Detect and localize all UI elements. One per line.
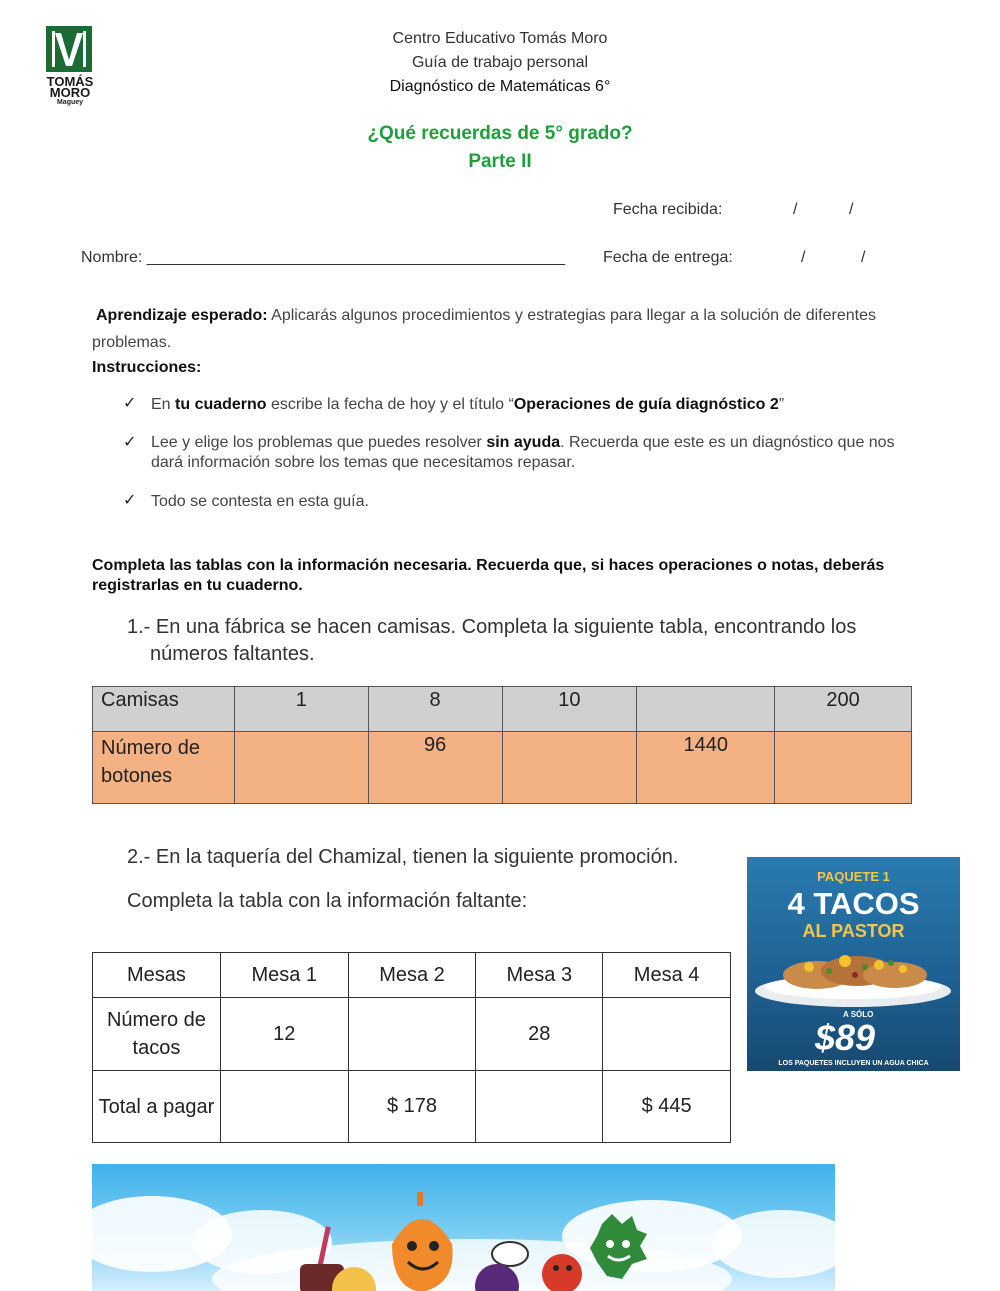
item1-part-e: ”	[778, 396, 785, 413]
mesas-label: Mesas	[93, 953, 221, 998]
tacos-cell: 12	[220, 998, 348, 1071]
total-label: Total a pagar	[93, 1071, 221, 1143]
instruction-item-2	[151, 433, 901, 473]
promo-only: A SÓLO	[843, 1010, 874, 1019]
total-row	[93, 1071, 731, 1143]
check-icon: ✓	[123, 395, 137, 412]
promo-package: PAQUETE 1	[817, 869, 890, 884]
instruction-item-3: Todo se contesta en esta guía.	[151, 493, 369, 510]
tacos-plate-icon	[747, 945, 960, 1011]
item2-part-c: . Recuerda que este es un diagnóstico que nos dará información sobre los temas que necesitamos repasar.	[151, 434, 895, 471]
instrucciones-label: Instrucciones:	[92, 359, 202, 376]
botones-cell-blank[interactable]	[502, 732, 637, 804]
total-cell-blank[interactable]	[220, 1071, 348, 1143]
nombre-input-line[interactable]: _______________________________________________	[146, 249, 566, 266]
cartoon-banner-image	[92, 1164, 835, 1291]
tacos-table	[92, 952, 731, 1143]
check-icon: ✓	[123, 492, 137, 509]
nombre-label: Nombre:	[81, 249, 147, 266]
fecha-recibida-slash-1: /	[793, 201, 798, 218]
page-subtitle: Parte II	[468, 151, 532, 172]
total-cell: $ 178	[348, 1071, 476, 1143]
fecha-entrega-slash-1: /	[801, 249, 806, 266]
item1-part-b: tu cuaderno	[175, 396, 267, 413]
tacos-cell: 28	[476, 998, 603, 1071]
mesa-header: Mesa 2	[348, 953, 476, 998]
question-2-instruction: Completa la tabla con la información faltante:	[127, 890, 528, 912]
botones-label: Número de botones	[93, 732, 235, 804]
promo-headline: 4 TACOS	[787, 886, 920, 921]
subject-name: Diagnóstico de Matemáticas 6°	[389, 78, 611, 95]
promo-price: $89	[815, 1017, 876, 1058]
logo-line3: Maguey	[56, 99, 84, 106]
botones-row	[93, 732, 912, 804]
fecha-recibida-label: Fecha recibida:	[613, 201, 723, 218]
mesa-header: Mesa 1	[220, 953, 348, 998]
camisas-row	[93, 687, 912, 732]
item1-part-a: En	[151, 396, 176, 413]
school-name: Centro Educativo Tomás Moro	[392, 30, 608, 47]
tacos-label: Número de tacos	[93, 998, 221, 1071]
aprendizaje-text: Aplicarás algunos procedimientos y estrategias para llegar a la solución de diferentes problemas.	[92, 307, 876, 351]
question-1: 1.- En una fábrica se hacen camisas. Completa la siguiente tabla, encontrando los números faltantes.	[127, 616, 857, 665]
check-icon: ✓	[123, 434, 137, 451]
total-cell-blank[interactable]	[476, 1071, 603, 1143]
camisas-cell-blank[interactable]	[637, 687, 775, 732]
cartoon-characters-icon	[92, 1164, 835, 1291]
promo-flavor: AL PASTOR	[802, 921, 905, 941]
fecha-entrega-label: Fecha de entrega:	[603, 249, 733, 266]
logo-line2: MORO	[49, 85, 91, 100]
camisas-table	[92, 686, 912, 804]
nombre-row	[81, 249, 565, 267]
mesa-header: Mesa 3	[476, 953, 603, 998]
tacos-cell-blank[interactable]	[348, 998, 476, 1071]
logo-line1: TOMÁS	[46, 74, 94, 89]
tacos-promo-image	[747, 857, 960, 1071]
page-title: ¿Qué recuerdas de 5° grado?	[367, 123, 633, 144]
camisas-cell: 8	[368, 687, 502, 732]
botones-cell-blank[interactable]	[234, 732, 368, 804]
mesa-header: Mesa 4	[603, 953, 731, 998]
question-2: 2.- En la taquería del Chamizal, tienen la siguiente promoción.	[127, 846, 679, 868]
instruction-item-1	[151, 395, 911, 415]
total-cell: $ 445	[603, 1071, 731, 1143]
camisas-label: Camisas	[93, 687, 235, 732]
camisas-cell: 10	[502, 687, 637, 732]
camisas-cell: 200	[775, 687, 912, 732]
item1-part-c: escribe la fecha de hoy y el título “	[266, 396, 514, 413]
fecha-entrega-slash-2: /	[861, 249, 866, 266]
mesas-row	[93, 953, 731, 998]
botones-cell: 96	[368, 732, 502, 804]
promo-footer: LOS PAQUETES INCLUYEN UN AGUA CHICA	[778, 1060, 929, 1067]
item1-part-d: Operaciones de guía diagnóstico 2	[513, 396, 779, 413]
botones-cell: 1440	[637, 732, 775, 804]
item2-part-b: sin ayuda	[486, 434, 561, 451]
aprendizaje-esperado	[92, 302, 892, 356]
guide-name: Guía de trabajo personal	[411, 54, 589, 71]
item2-part-a: Lee y elige los problemas que puedes resolver	[151, 434, 487, 451]
botones-cell-blank[interactable]	[775, 732, 912, 804]
completa-instruction: Completa las tablas con la información necesaria. Recuerda que, si haces operaciones o notas, deberás registrarlas en tu cuaderno.	[92, 557, 885, 594]
camisas-cell: 1	[234, 687, 368, 732]
tacos-cell-blank[interactable]	[603, 998, 731, 1071]
aprendizaje-label: Aprendizaje esperado:	[96, 307, 268, 324]
fecha-recibida-slash-2: /	[849, 201, 854, 218]
tacos-row	[93, 998, 731, 1071]
